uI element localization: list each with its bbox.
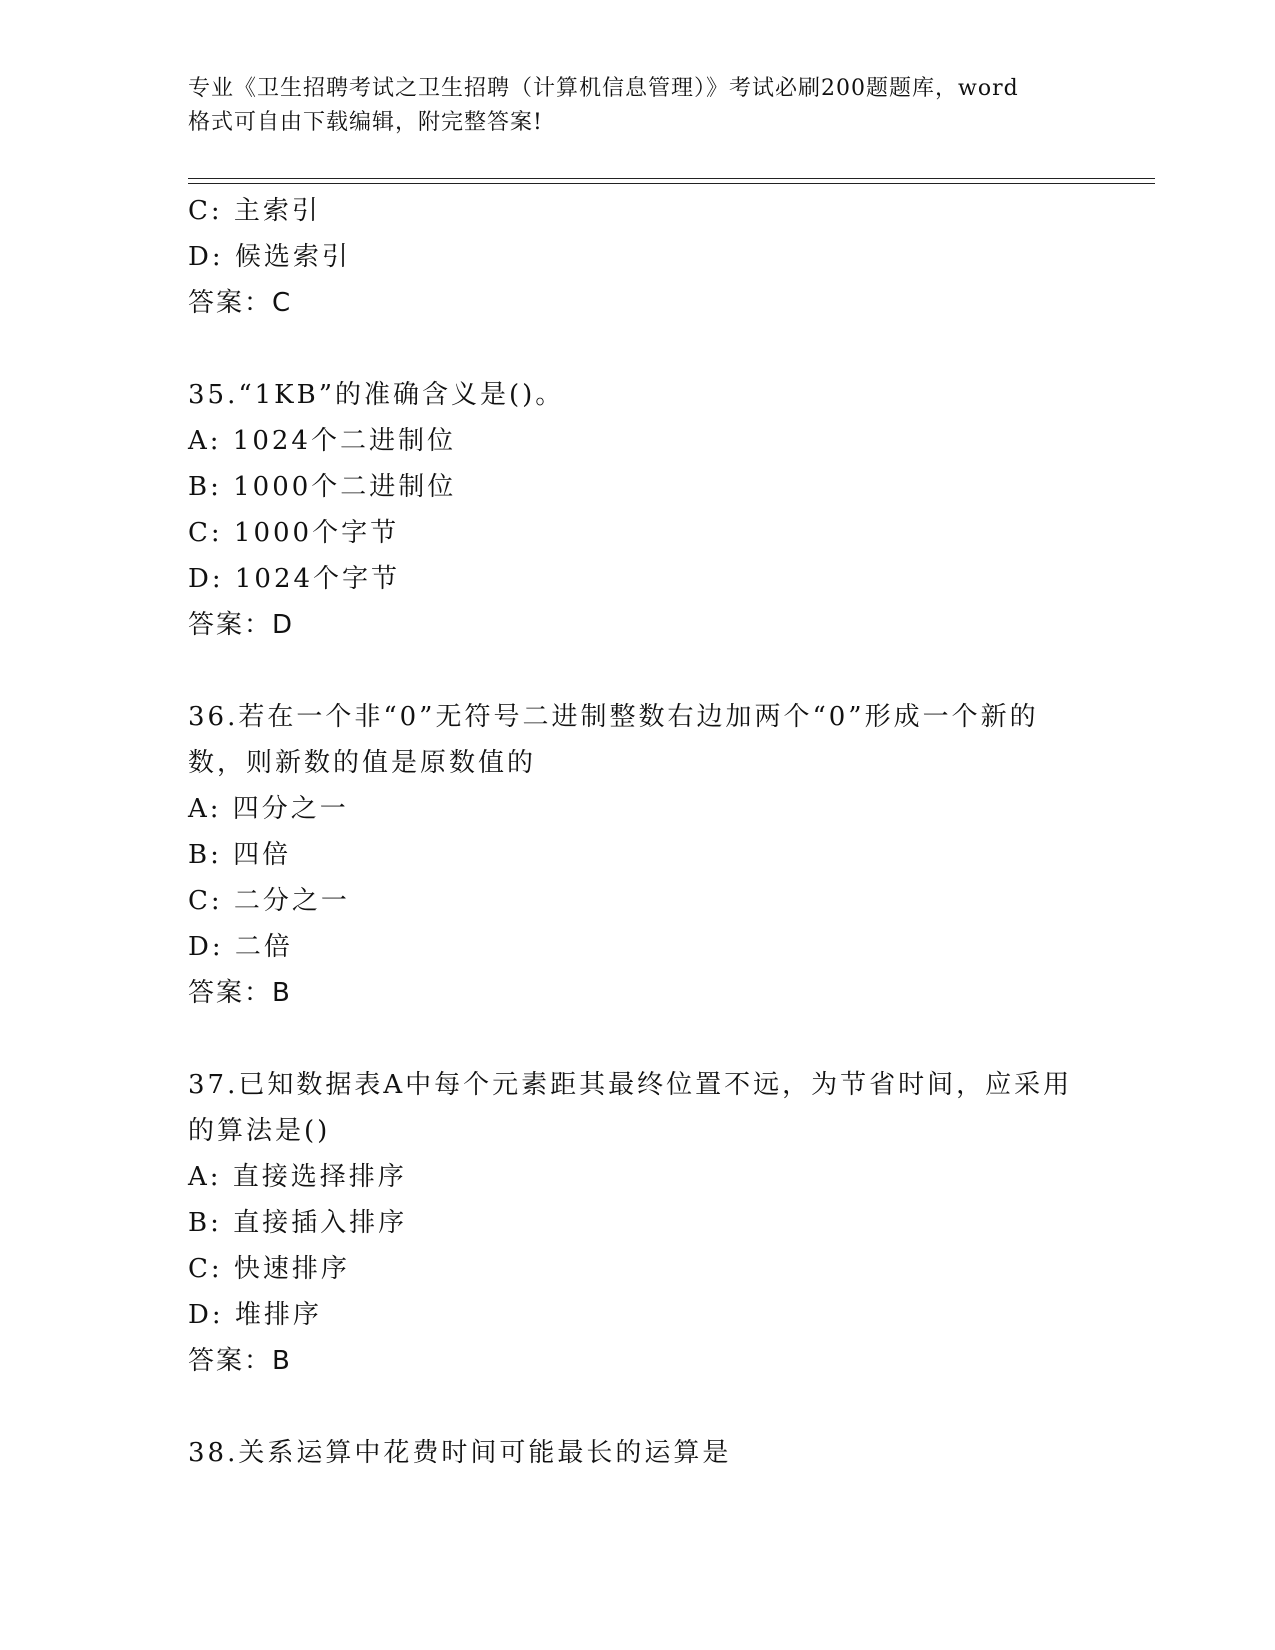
spacer: [188, 1384, 1088, 1430]
question-stem: 38.关系运算中花费时间可能最长的运算是: [188, 1438, 732, 1468]
question-36: [188, 694, 1088, 1016]
option-d: D: 候选索引: [188, 242, 351, 272]
header-rule-bottom: [188, 183, 1155, 184]
option-b: B: 四倍: [188, 840, 292, 870]
answer: 答案：D: [188, 610, 295, 640]
question-37: [188, 1062, 1088, 1384]
header-line-1: 专业《卫生招聘考试之卫生招聘（计算机信息管理）》考试必刷200题题库，word: [188, 76, 1019, 101]
option-a: A: 四分之一: [188, 794, 349, 824]
question-stem-line-1: 37.已知数据表A中每个元素距其最终位置不远，为节省时间，应采用: [188, 1070, 1073, 1100]
question-34-continued: [188, 188, 1088, 326]
question-38: [188, 1430, 1088, 1476]
spacer: [188, 326, 1088, 372]
answer: 答案：B: [188, 978, 292, 1008]
question-stem-line-2: 的算法是(): [188, 1116, 331, 1146]
question-stem: 35.“1KB”的准确含义是()。: [188, 380, 565, 410]
header-rule-top: [188, 178, 1155, 179]
question-stem-line-1: 36.若在一个非“0”无符号二进制整数右边加两个“0”形成一个新的: [188, 702, 1039, 732]
question-stem-line-2: 数，则新数的值是原数值的: [188, 748, 537, 778]
answer: 答案：B: [188, 1346, 292, 1376]
option-c: C: 1000个字节: [188, 518, 400, 548]
option-c: C: 快速排序: [188, 1254, 350, 1284]
answer: 答案：C: [188, 288, 293, 318]
page-header: [188, 72, 1088, 140]
option-a: A: 直接选择排序: [188, 1162, 407, 1192]
option-c: C: 二分之一: [188, 886, 350, 916]
spacer: [188, 1016, 1088, 1062]
spacer: [188, 648, 1088, 694]
question-35: [188, 372, 1088, 648]
option-b: B: 直接插入排序: [188, 1208, 408, 1238]
option-d: D: 二倍: [188, 932, 293, 962]
question-list: [188, 188, 1088, 1476]
header-line-2: 格式可自由下载编辑，附完整答案!: [188, 110, 543, 135]
option-b: B: 1000个二进制位: [188, 472, 457, 502]
option-c: C: 主索引: [188, 196, 321, 226]
option-a: A: 1024个二进制位: [188, 426, 456, 456]
option-d: D: 堆排序: [188, 1300, 322, 1330]
option-d: D: 1024个字节: [188, 564, 401, 594]
